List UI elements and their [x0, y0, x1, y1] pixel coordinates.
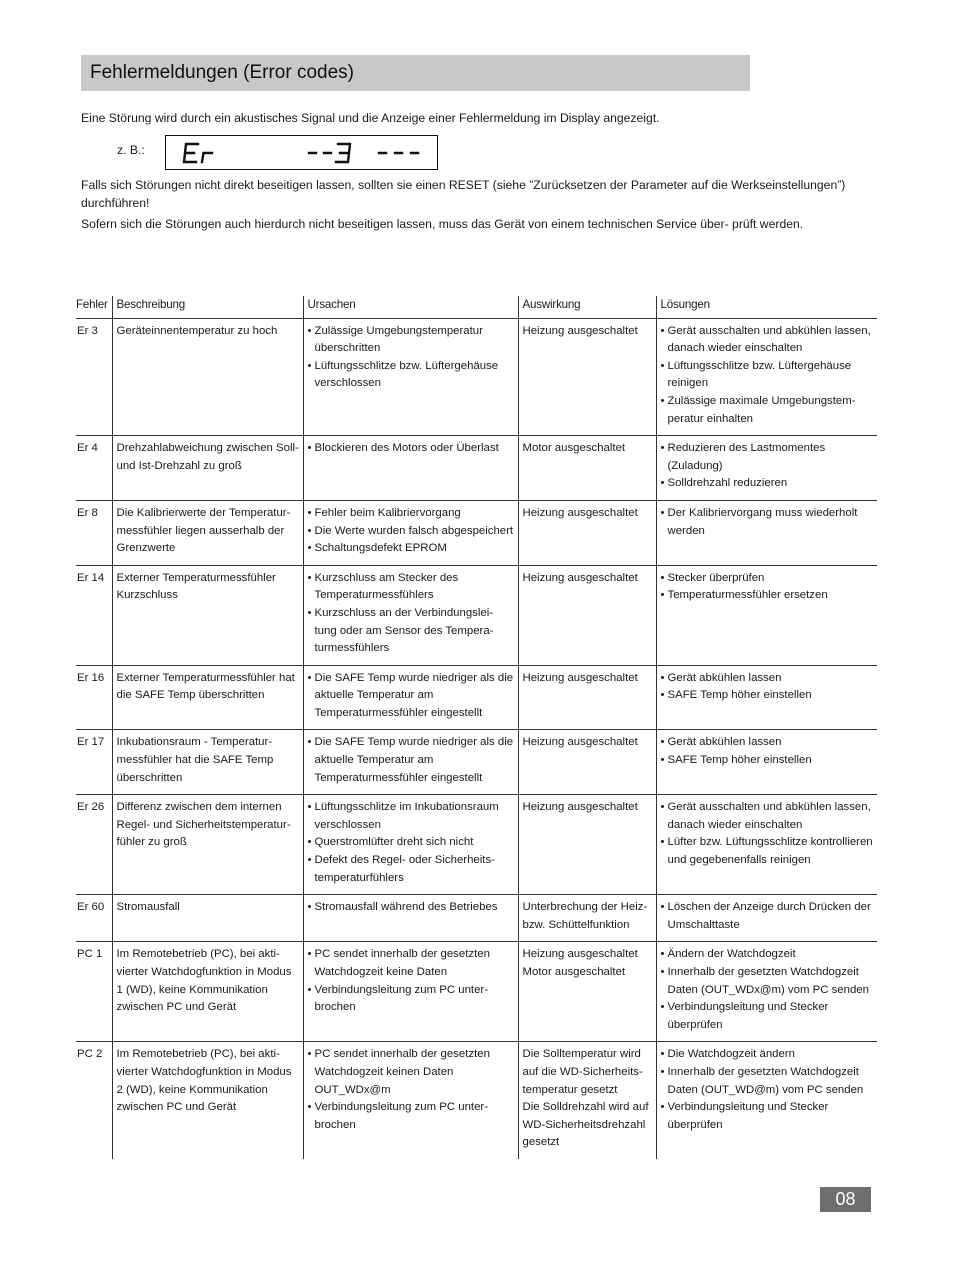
effect-cell-text: Unterbrechung der Heiz- bzw. Schüttelfunktion	[522, 901, 648, 931]
causes-cell	[303, 795, 518, 895]
solutions-cell	[656, 318, 877, 436]
table-row	[76, 730, 877, 795]
list-item: • Temperaturmessfühler ersetzen	[661, 587, 876, 605]
effect-cell-text: Heizung ausgeschaltet	[522, 506, 638, 519]
list-item: • Innerhalb der gesetzten Watchdogzeit Daten (OUT_WD@m) vom PC senden	[661, 1064, 876, 1099]
list-item: • Ändern der Watchdogzeit	[661, 946, 876, 964]
error-code-cell: Er 3	[76, 318, 112, 436]
list-item: • PC sendet innerhalb der gesetzten Watchdogzeit keine Daten	[308, 946, 516, 981]
list-item: • Gerät ausschalten und abkühlen lassen, danach wieder einschalten	[661, 323, 876, 358]
list-item: • Querstromlüfter dreht sich nicht	[308, 834, 516, 852]
table-header-row	[76, 296, 877, 318]
causes-cell	[303, 318, 518, 436]
description-cell	[112, 665, 303, 730]
table-row	[76, 436, 877, 501]
description-cell-text: Im Remotebetrieb (PC), bei akti- vierter Watchdogfunktion in Modus 2 (WD), keine Kommunikation zwischen PC und Gerät	[116, 1048, 292, 1114]
table-row	[76, 318, 877, 436]
list-item: • Lüftungsschlitze bzw. Lüftergehäuse reinigen	[661, 358, 876, 393]
solutions-cell-list	[661, 899, 876, 934]
table-row	[76, 665, 877, 730]
causes-cell-list	[308, 899, 516, 917]
solutions-cell	[656, 665, 877, 730]
table-body	[76, 318, 877, 1159]
effect-cell-text: Die Solldrehzahl wird auf WD-Sicherheitsdrehzahl gesetzt	[522, 1101, 649, 1149]
causes-cell-list	[308, 799, 516, 887]
causes-cell-list	[308, 570, 516, 658]
error-code-cell: Er 8	[76, 500, 112, 565]
description-cell-text: Differenz zwischen dem internen Regel- und Sicherheitstemperatur- fühler zu groß	[116, 801, 291, 849]
list-item: • Gerät abkühlen lassen	[661, 734, 876, 752]
table-row	[76, 1042, 877, 1159]
description-cell	[112, 1042, 303, 1159]
list-item: • SAFE Temp höher einstellen	[661, 687, 876, 705]
effect-cell	[518, 665, 656, 730]
list-item: • SAFE Temp höher einstellen	[661, 752, 876, 770]
table-row	[76, 500, 877, 565]
solutions-cell	[656, 1042, 877, 1159]
description-cell	[112, 795, 303, 895]
description-cell-text: Externer Temperaturmessfühler Kurzschluss	[116, 571, 276, 602]
list-item: • Stromausfall während des Betriebes	[308, 899, 516, 917]
description-cell-text: Geräteinnentemperatur zu hoch	[116, 324, 278, 337]
description-cell-text: Drehzahlabweichung zwischen Soll- und Ist-Drehzahl zu groß	[116, 442, 299, 472]
list-item: • PC sendet innerhalb der gesetzten Watchdogzeit keinen Daten OUT_WDx@m	[308, 1046, 516, 1099]
header-fehler: Fehler	[76, 296, 112, 318]
causes-cell-list	[308, 440, 516, 458]
intro-text: Eine Störung wird durch ein akustisches Signal und die Anzeige einer Fehlermeldung im Display angezeigt.	[81, 111, 660, 125]
causes-cell	[303, 730, 518, 795]
solutions-cell	[656, 565, 877, 665]
solutions-cell-list	[661, 734, 876, 769]
list-item: • Die SAFE Temp wurde niedriger als die aktuelle Temperatur am Temperaturmessfühler eingestellt	[308, 670, 516, 723]
section-title: Fehlermeldungen (Error codes)	[90, 62, 355, 83]
table-row	[76, 565, 877, 665]
error-code-cell: PC 2	[77, 1048, 103, 1061]
list-item: • Reduzieren des Lastmomentes (Zuladung)	[661, 440, 876, 475]
causes-cell-list	[308, 734, 516, 787]
description-cell-text: Externer Temperaturmessfühler hat die SAFE Temp überschritten	[116, 671, 295, 702]
list-item: • Stecker überprüfen	[661, 570, 876, 588]
list-item: • Verbindungsleitung zum PC unter- brochen	[308, 982, 516, 1017]
list-item: • Gerät abkühlen lassen	[661, 670, 876, 688]
causes-cell-list	[308, 946, 516, 1016]
list-item: • Verbindungsleitung und Stecker überprüfen	[661, 1099, 876, 1134]
description-cell	[112, 942, 303, 1042]
list-item: • Die Werte wurden falsch abgespeichert	[308, 523, 516, 541]
list-item: • Solldrehzahl reduzieren	[661, 475, 876, 493]
causes-cell-list	[308, 1046, 516, 1134]
list-item: • Lüftungsschlitze bzw. Lüftergehäuse verschlossen	[308, 358, 516, 393]
solutions-cell-list	[661, 799, 876, 869]
list-item: • Die SAFE Temp wurde niedriger als die aktuelle Temperatur am Temperaturmessfühler eingestellt	[308, 734, 516, 787]
list-item: • Löschen der Anzeige durch Drücken der Umschalttaste	[661, 899, 876, 934]
list-item: • Der Kalibriervorgang muss wiederholt werden	[661, 505, 876, 540]
error-code-cell: Er 17	[76, 730, 112, 795]
list-item: • Zulässige maximale Umgebungstem- peratur einhalten	[661, 393, 876, 428]
effect-cell-text: Motor ausgeschaltet	[522, 442, 626, 455]
error-code-table	[76, 296, 877, 1159]
effect-cell	[518, 500, 656, 565]
service-paragraph: Sofern sich die Störungen auch hierdurch nicht beseitigen lassen, muss das Gerät von einem technischen Service über- prüft werden.	[81, 217, 804, 231]
error-code-cell: PC 1	[76, 942, 112, 1042]
error-code-cell: Er 14	[76, 565, 112, 665]
effect-cell-text: Heizung ausgeschaltet	[522, 324, 638, 337]
list-item: • Zulässige Umgebungstemperatur überschritten	[308, 323, 516, 358]
causes-cell	[303, 500, 518, 565]
effect-cell	[518, 318, 656, 436]
list-item: • Verbindungsleitung und Stecker überprüfen	[661, 999, 876, 1034]
list-item: • Fehler beim Kalibriervorgang	[308, 505, 516, 523]
causes-cell	[303, 436, 518, 501]
causes-cell	[303, 565, 518, 665]
effect-cell	[518, 436, 656, 501]
causes-cell-list	[308, 670, 516, 723]
error-display	[165, 135, 438, 170]
error-code-cell: Er 60	[76, 895, 112, 942]
causes-cell	[303, 895, 518, 942]
seven-segment-display	[166, 136, 437, 168]
error-code-cell: Er 16	[76, 665, 112, 730]
description-cell	[112, 565, 303, 665]
effect-cell-text: Heizung ausgeschaltet	[522, 571, 638, 584]
solutions-cell-list	[661, 570, 876, 605]
description-cell	[112, 318, 303, 436]
reset-paragraph: Falls sich Störungen nicht direkt beseitigen lassen, sollten sie einen RESET (siehe ”Zurücksetzen der Parameter auf die Werkseinstellungen”) durchführen!	[81, 178, 846, 210]
header-ursachen: Ursachen	[303, 296, 518, 318]
table-row	[76, 942, 877, 1042]
solutions-cell	[656, 500, 877, 565]
list-item: • Lüftungsschlitze im Inkubationsraum verschlossen	[308, 799, 516, 834]
solutions-cell-list	[661, 670, 876, 705]
solutions-cell-list	[661, 946, 876, 1034]
page-number: 08	[820, 1187, 871, 1212]
description-cell-text: Im Remotebetrieb (PC), bei akti- vierter Watchdogfunktion in Modus 1 (WD), keine Kommunikation zwischen PC und Gerät	[116, 948, 292, 1014]
error-code-cell: Er 26	[76, 795, 112, 895]
solutions-cell-list	[661, 323, 876, 429]
list-item: • Innerhalb der gesetzten Watchdogzeit Daten (OUT_WDx@m) vom PC senden	[661, 964, 876, 999]
header-loesungen: Lösungen	[656, 296, 877, 318]
causes-cell	[303, 665, 518, 730]
effect-cell-text: Heizung ausgeschaltet	[522, 801, 638, 814]
list-item: • Schaltungsdefekt EPROM	[308, 540, 516, 558]
solutions-cell	[656, 895, 877, 942]
description-cell	[112, 730, 303, 795]
effect-cell	[518, 730, 656, 795]
effect-cell	[518, 895, 656, 942]
description-cell	[112, 436, 303, 501]
solutions-cell	[656, 795, 877, 895]
solutions-cell	[656, 942, 877, 1042]
header-beschreibung: Beschreibung	[112, 296, 303, 318]
causes-cell-list	[308, 323, 516, 393]
solutions-cell	[656, 730, 877, 795]
description-cell	[112, 500, 303, 565]
effect-cell-text: Heizung ausgeschaltet	[522, 736, 638, 749]
effect-cell-text: Motor ausgeschaltet	[522, 966, 626, 978]
section-title-bar	[81, 55, 750, 91]
causes-cell	[303, 1042, 518, 1159]
list-item: • Kurzschluss am Stecker des Temperaturmessfühlers	[308, 570, 516, 605]
solutions-cell-list	[661, 505, 876, 540]
solutions-cell-list	[661, 440, 876, 493]
list-item: • Blockieren des Motors oder Überlast	[308, 440, 516, 458]
effect-cell	[518, 1042, 656, 1159]
description-cell	[112, 895, 303, 942]
list-item: • Gerät ausschalten und abkühlen lassen, danach wieder einschalten	[661, 799, 876, 834]
table-row	[76, 795, 877, 895]
error-code-cell: Er 4	[76, 436, 112, 501]
effect-cell	[518, 795, 656, 895]
description-cell-text: Die Kalibrierwerte der Temperatur- messfühler liegen ausserhalb der Grenzwerte	[116, 506, 291, 555]
causes-cell	[303, 942, 518, 1042]
list-item: • Defekt des Regel- oder Sicherheits- temperaturfühlers	[308, 852, 516, 887]
effect-cell	[518, 565, 656, 665]
effect-cell-text: Heizung ausgeschaltet	[522, 671, 638, 684]
list-item: • Kurzschluss an der Verbindungslei- tung oder am Sensor des Tempera- turmessfühlers	[308, 605, 516, 658]
effect-cell	[518, 942, 656, 1042]
solutions-cell-list	[661, 1046, 876, 1134]
list-item: • Die Watchdogzeit ändern	[661, 1046, 876, 1064]
table-row	[76, 895, 877, 942]
effect-cell-text: Die Solltemperatur wird auf die WD-Sicherheits- temperatur gesetzt	[522, 1048, 643, 1096]
example-label: z. B.:	[117, 143, 145, 157]
description-cell-text: Stromausfall	[116, 901, 180, 914]
solutions-cell	[656, 436, 877, 501]
effect-cell-text: Heizung ausgeschaltet	[522, 948, 638, 961]
header-auswirkung: Auswirkung	[518, 296, 656, 318]
description-cell-text: Inkubationsraum - Temperatur- messfühler hat die SAFE Temp überschritten	[116, 736, 274, 784]
list-item: • Lüfter bzw. Lüftungsschlitze kontrollieren und gegebenenfalls reinigen	[661, 834, 876, 869]
list-item: • Verbindungsleitung zum PC unter- brochen	[308, 1099, 516, 1134]
causes-cell-list	[308, 505, 516, 558]
